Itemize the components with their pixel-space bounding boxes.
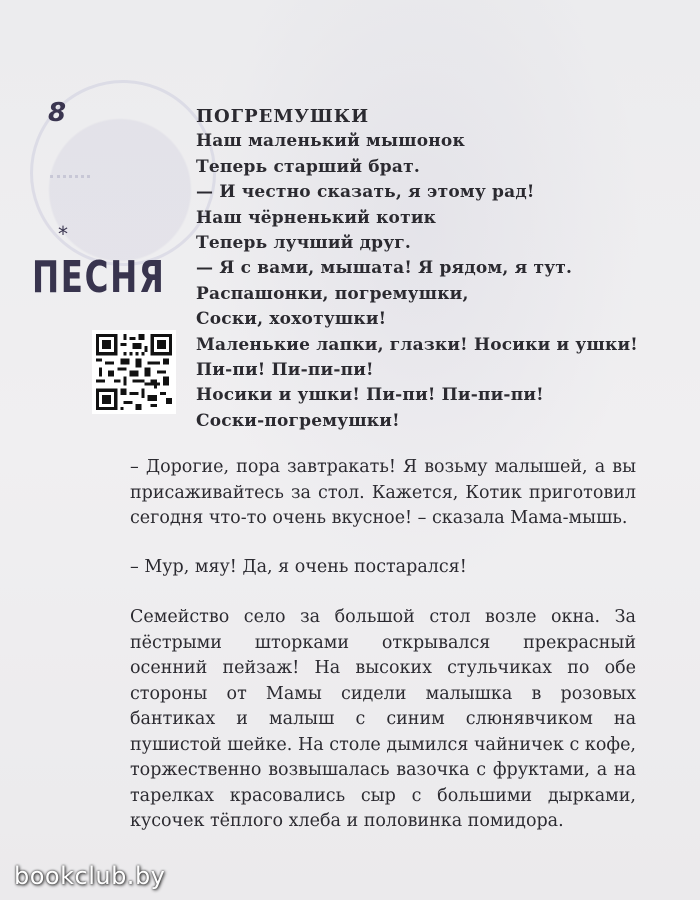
poem-line: Пи-пи! Пи-пи-пи! <box>196 360 374 381</box>
paragraph-dialogue-cat: – Мур, мяу! Да, я очень постарался! <box>130 557 467 577</box>
watermark: bookclub.by <box>14 862 166 890</box>
poem-line: Маленькие лапки, глазки! Носики и ушки! <box>196 334 638 355</box>
paragraph-narration: Семейство село за большой стол возле окна. За пёстрыми шторками открывался прекрасный осенний пейзаж! На высоких стульчиках по обе стороны от Мамы сидели малышка в розовых бантиках и малыш с синим слюнявчиком на пушистой шейке. На столе дымился чайничек с кофе, торжественно возвышалась вазочка с фруктами, а на тарелках красовались сыр с большими дырками, кусочек тёплого хлеба и половинка помидора. <box>130 607 636 831</box>
poem-line: — И честно сказать, я этому рад! <box>196 182 535 203</box>
poem-line: Наш маленький мышонок <box>196 131 465 152</box>
poem-line: Соски, хохотушки! <box>196 309 387 330</box>
star-icon: * <box>58 222 68 246</box>
qr-code-icon[interactable] <box>92 330 176 414</box>
poem-line: Теперь старший брат. <box>196 156 420 177</box>
poem-line: Распашонки, погремушки, <box>196 283 469 304</box>
poem <box>196 104 676 434</box>
decorative-dots <box>50 175 90 181</box>
poem-title: ПОГРЕМУШКИ <box>196 106 370 127</box>
poem-line: Носики и ушки! Пи-пи! Пи-пи-пи! <box>196 385 544 406</box>
paragraph-dialogue-mother: – Дорогие, пора завтракать! Я возьму малышей, а вы присаживайтесь за стол. Кажется, Котик приготовил сегодня что-то очень вкусное! – сказала Мама-мышь. <box>130 457 636 528</box>
poem-line: Соски-погремушки! <box>196 410 400 431</box>
poem-line: Наш чёрненький котик <box>196 207 437 228</box>
page-number: 8 <box>48 98 67 128</box>
poem-line: — Я с вами, мышата! Я рядом, я тут. <box>196 258 573 279</box>
song-label: ПЕСНЯ <box>32 252 166 303</box>
poem-line: Теперь лучший друг. <box>196 233 412 254</box>
